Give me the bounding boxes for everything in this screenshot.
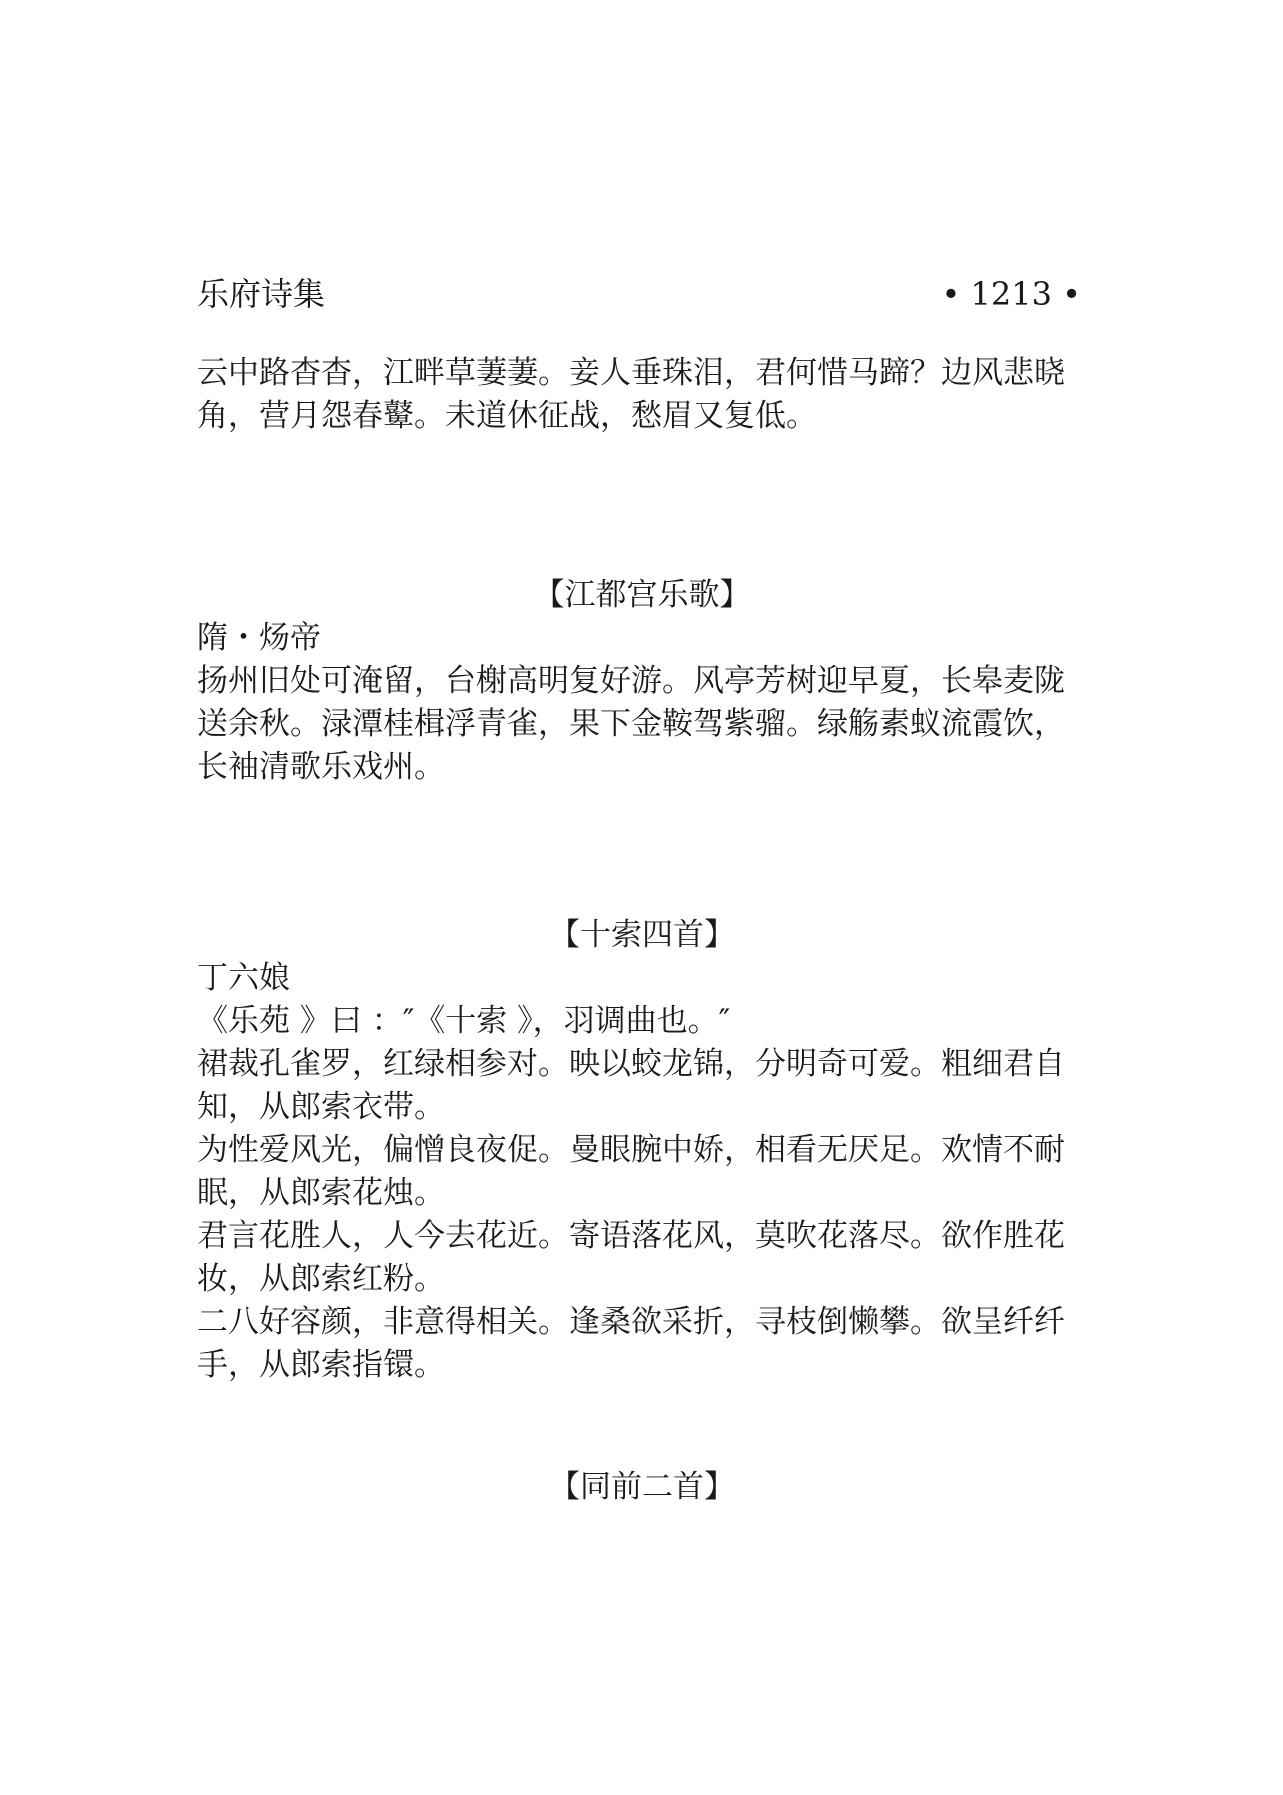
poem-paragraph: 裙裁孔雀罗，红绿相参对。映以蛟龙锦，分明奇可爱。粗细君自知，从郎索衣带。 [197, 1046, 1065, 1125]
section-author: 丁六娘 [197, 960, 290, 996]
poem-paragraph: 君言花胜人，人今去花近。寄语落花风，莫吹花落尽。欲作胜花妆，从郎索红粉。 [197, 1218, 1065, 1297]
intro-block [197, 352, 1087, 438]
poem-note: 《乐苑 》曰 ：″《十索 》，羽调曲也。″ [197, 1003, 731, 1039]
intro-paragraph: 云中路杳杳，江畔草萋萋。妾人垂珠泪，君何惜马蹄？边风悲晓角，营月怨春鼙。未道休征战，愁眉又复低。 [197, 355, 1065, 434]
section-author: 隋・炀帝 [197, 620, 321, 656]
section-title: 【十索四首】 [549, 917, 735, 953]
section-jiangdu [197, 574, 1087, 789]
section-shisuo [197, 914, 1087, 1387]
section-title: 【江都宫乐歌】 [533, 577, 751, 613]
poem-paragraph: 二八好容颜，非意得相关。逢桑欲采折，寻枝倒懒攀。欲呈纤纤手，从郎索指镮。 [197, 1304, 1065, 1383]
poem-paragraph: 扬州旧处可淹留，台榭高明复好游。风亭芳树迎早夏，长皋麦陇送余秋。渌潭桂楫浮青雀，果下金鞍驾紫骝。绿觞素蚁流霞饮，长袖清歌乐戏州。 [197, 663, 1065, 785]
section-tongqian [197, 1466, 1087, 1509]
page-header [197, 270, 1087, 318]
poem-paragraph: 为性爱风光，偏憎良夜促。曼眼腕中娇，相看无厌足。欢情不耐眠，从郎索花烛。 [197, 1132, 1065, 1211]
book-title: 乐府诗集 [197, 275, 326, 313]
section-title: 【同前二首】 [549, 1469, 735, 1505]
page-number: • 1213 • [941, 275, 1081, 313]
document-page [197, 0, 1087, 1795]
